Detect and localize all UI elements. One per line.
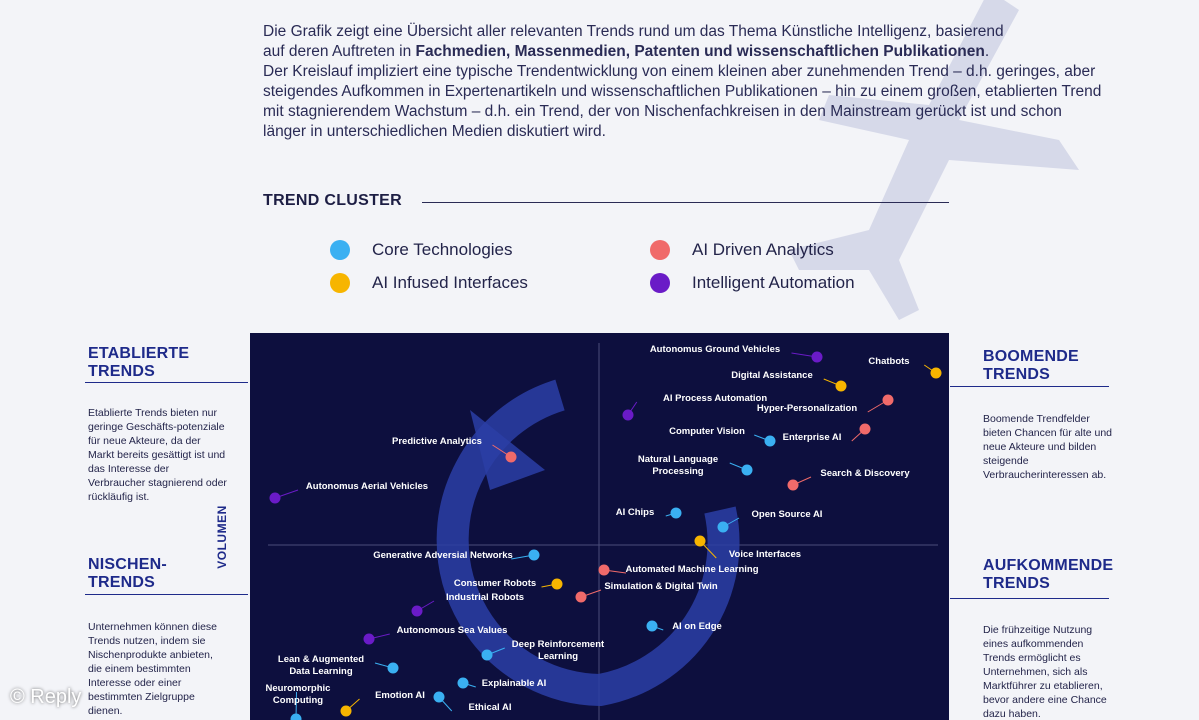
trend-dot	[388, 663, 399, 674]
etablierte-trends-text: Etablierte Trends bieten nur geringe Geschäfts-potenziale für neue Akteure, da der Markt bereits gesättigt ist und das Interesse der Verbraucher stagnierend oder rückläufig ist.	[88, 407, 227, 503]
legend-ai-driven-analytics	[650, 240, 834, 260]
heading-line: TRENDS	[983, 366, 1050, 383]
trend-point	[650, 344, 823, 363]
heading-line: ETABLIERTE	[88, 345, 190, 362]
trend-point	[458, 678, 547, 690]
trend-dot	[506, 452, 517, 463]
trend-label: Ethical AI	[468, 702, 512, 713]
trend-dot	[931, 368, 942, 379]
trend-point	[757, 395, 894, 415]
intro-line-2	[263, 42, 1103, 62]
trend-point	[638, 454, 753, 477]
trend-dot	[671, 508, 682, 519]
trend-point	[783, 424, 871, 444]
trend-label-line-2: Data Learning	[289, 666, 353, 677]
trend-label-line-2: Processing	[652, 466, 704, 477]
trend-point	[616, 507, 682, 519]
trend-label: Automated Machine Learning	[625, 564, 759, 575]
trend-dot	[883, 395, 894, 406]
trend-dot	[270, 493, 281, 504]
trend-point	[266, 683, 331, 720]
trend-label: Autonomus Ground Vehicles	[649, 344, 781, 355]
intro-paragraph-2: Der Kreislauf impliziert eine typische Trendentwicklung von einem kleinen aber zunehmenden Trend – d.h. geringes, aber steigendes Aufkommen in Expertenartikeln und wissenschaftlichen Publikationen – hin zu einem großen, etablierten Trend mit stagnierendem Wachstum – d.h. ein Trend, der von Nischenfachkreisen in den Mainstream gerückt ist und schon länger in unterschiedlichen Medien diskutiert wird.	[263, 63, 1102, 140]
trend-dot	[552, 579, 563, 590]
trend-dot	[599, 565, 610, 576]
legend-dot-icon	[330, 240, 350, 260]
legend-label: AI Driven Analytics	[692, 240, 834, 259]
trend-dot	[788, 480, 799, 491]
boomende-trends-heading	[983, 348, 1079, 384]
legend-dot-icon	[330, 273, 350, 293]
trend-dot	[434, 692, 445, 703]
heading-line: TRENDS	[88, 363, 155, 380]
aufkommende-rule	[950, 598, 1109, 599]
trend-cluster-title: TREND CLUSTER	[263, 192, 403, 209]
trend-dot	[695, 536, 706, 547]
trend-dot	[812, 352, 823, 363]
trend-label: Deep Reinforcement	[511, 639, 605, 650]
trend-dot	[482, 650, 493, 661]
legend-dot-icon	[650, 240, 670, 260]
etablierte-rule	[85, 382, 248, 383]
trend-dot	[647, 621, 658, 632]
trend-dot	[860, 424, 871, 435]
trend-label: Search & Discovery	[820, 468, 910, 479]
trend-label: Generative Adversial Networks	[373, 550, 513, 561]
intro-text	[263, 22, 1103, 142]
trend-point	[278, 654, 399, 677]
trend-point	[270, 481, 429, 504]
trend-dot	[836, 381, 847, 392]
trend-point	[647, 621, 722, 633]
trend-point	[599, 564, 759, 576]
intro-line-2-prefix: auf deren Auftreten in	[263, 43, 416, 60]
trend-label: Natural Language	[637, 454, 719, 465]
legend-label: Intelligent Automation	[692, 273, 855, 292]
y-axis-label: VOLUMEN	[215, 505, 229, 569]
trend-label: Voice Interfaces	[728, 549, 802, 560]
trend-dot	[765, 436, 776, 447]
heading-line: TRENDS	[88, 574, 155, 591]
heading-line: NISCHEN-	[88, 556, 167, 573]
trend-dot	[623, 410, 634, 421]
trend-label: AI on Edge	[672, 621, 722, 632]
trend-label: Emotion AI	[375, 690, 425, 701]
trend-point	[788, 468, 911, 491]
trend-dot	[364, 634, 375, 645]
trend-label: Predictive Analytics	[392, 436, 482, 447]
trend-label: Computer Vision	[669, 426, 745, 437]
intro-line-1: Die Grafik zeigt eine Übersicht aller relevanten Trends rund um das Thema Künstliche Intelligenz, basierend	[263, 23, 1004, 40]
trend-label: Simulation & Digital Twin	[604, 581, 718, 592]
trend-point	[731, 370, 846, 392]
intro-line-2-suffix: .	[984, 43, 990, 60]
aufkommende-trends-text: Die frühzeitige Nutzung eines aufkommenden Trends ermöglicht es Unternehmen, sich als Marktführer zu etablieren, bevor andere eine Chance dazu haben.	[983, 624, 1107, 720]
reply-watermark: © Reply	[10, 686, 82, 708]
trend-label: AI Process Automation	[663, 393, 768, 404]
heading-line: TRENDS	[983, 575, 1050, 592]
trend-dot	[576, 592, 587, 603]
trend-dot	[458, 678, 469, 689]
trend-dot	[742, 465, 753, 476]
boomende-rule	[950, 386, 1109, 387]
intro-line-2-bold: Fachmedien, Massenmedien, Patenten und wissenschaftlichen Publikationen	[415, 43, 985, 60]
nischen-trends-text: Unternehmen können diese Trends nutzen, indem sie Nischenprodukte anbieten, die einem bestimmten Interesse oder einer bestimmten Zielgruppe dienen.	[88, 621, 218, 717]
trend-point	[623, 393, 768, 421]
trend-label: AI Chips	[615, 507, 655, 518]
trend-dot	[341, 706, 352, 717]
trend-dot	[529, 550, 540, 561]
trend-label-line-2: Learning	[537, 651, 579, 662]
trend-label: Consumer Robots	[453, 578, 537, 589]
aufkommende-trends-heading	[983, 557, 1113, 593]
trend-label: Chatbots	[868, 356, 910, 367]
trend-point	[669, 426, 775, 447]
trend-dot	[291, 714, 302, 720]
legend-ai-infused-interfaces	[330, 273, 528, 293]
trend-label-line-2: Computing	[272, 695, 324, 706]
trend-point	[868, 356, 941, 379]
trend-label: Hyper-Personalization	[756, 403, 858, 414]
etablierte-trends-heading	[88, 345, 189, 381]
trend-point	[454, 578, 563, 590]
legend-dot-icon	[650, 273, 670, 293]
trend-label: Enterprise AI	[782, 432, 842, 443]
trend-chart-svg	[250, 333, 949, 720]
trend-label: Industrial Robots	[445, 592, 525, 603]
trend-label: Digital Assistance	[731, 370, 813, 381]
trend-chart	[250, 333, 949, 720]
trend-label: Lean & Augmented	[277, 654, 365, 665]
legend-label: AI Infused Interfaces	[372, 273, 528, 292]
heading-line: AUFKOMMENDE	[983, 557, 1114, 574]
trend-point	[341, 690, 425, 717]
boomende-trends-text: Boomende Trendfelder bieten Chancen für alte und neue Akteure und bilden steigende Verbraucherinteressen ab.	[983, 413, 1113, 481]
trend-label: Explainable AI	[481, 678, 547, 689]
trend-cluster-divider	[422, 202, 949, 203]
nischen-rule	[85, 594, 248, 595]
trend-label: Autonomous Sea Values	[396, 625, 508, 636]
trend-point	[434, 692, 512, 714]
trend-label: Autonomus Aerial Vehicles	[305, 481, 429, 492]
trend-point	[373, 550, 539, 562]
legend-label: Core Technologies	[372, 240, 513, 259]
trend-label: Neuromorphic	[265, 683, 331, 694]
trend-label: Open Source AI	[751, 509, 823, 520]
legend-core-technologies	[330, 240, 513, 260]
legend-intelligent-automation	[650, 273, 855, 293]
heading-line: BOOMENDE	[983, 348, 1079, 365]
trend-dot	[412, 606, 423, 617]
nischen-trends-heading	[88, 556, 167, 592]
trend-dot	[718, 522, 729, 533]
